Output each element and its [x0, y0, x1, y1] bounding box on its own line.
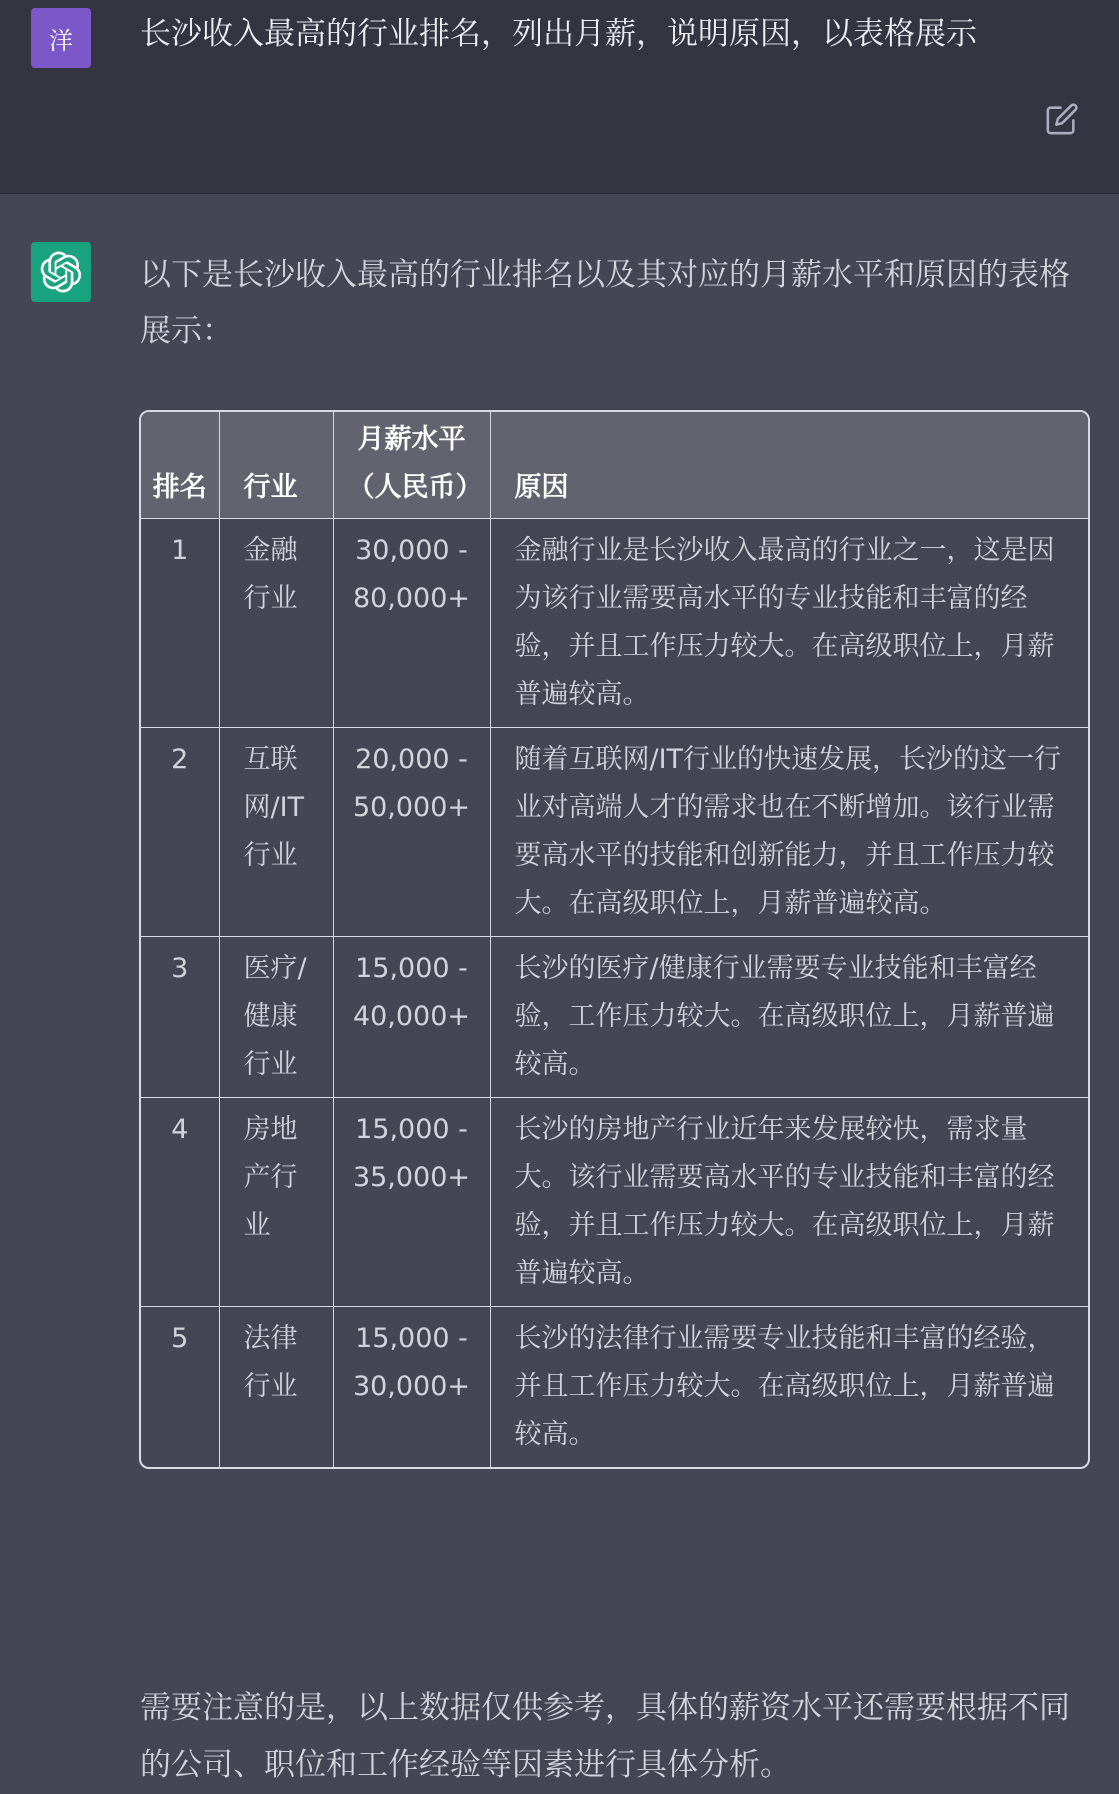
cell-salary: 30,000 - 80,000+: [333, 519, 490, 728]
table-row: [141, 728, 1088, 937]
assistant-intro-text: 以下是长沙收入最高的行业排名以及其对应的月薪水平和原因的表格展示：: [140, 257, 1070, 349]
user-message-text: 长沙收入最高的行业排名，列出月薪，说明原因，以表格展示: [140, 16, 977, 52]
salary-table: [139, 410, 1090, 1469]
header-salary: 月薪水平（人民币）: [333, 412, 490, 519]
cell-reason: 随着互联网/IT行业的快速发展，长沙的这一行业对高端人才的需求也在不断增加。该行业需要高水平的技能和创新能力，并且工作压力较大。在高级职位上，月薪普遍较高。: [490, 728, 1088, 937]
cell-rank: 1: [141, 519, 219, 728]
table-row: [141, 937, 1088, 1098]
cell-industry: 互联网/IT行业: [219, 728, 333, 937]
cell-salary: 15,000 - 30,000+: [333, 1307, 490, 1468]
edit-icon[interactable]: [1045, 102, 1079, 136]
header-rank: 排名: [141, 412, 219, 519]
table-row: [141, 1307, 1088, 1468]
assistant-avatar: [31, 242, 91, 302]
cell-industry: 房地产行业: [219, 1098, 333, 1307]
cell-rank: 2: [141, 728, 219, 937]
cell-salary: 15,000 - 35,000+: [333, 1098, 490, 1307]
table-row: [141, 519, 1088, 728]
cell-reason: 金融行业是长沙收入最高的行业之一，这是因为该行业需要高水平的专业技能和丰富的经验，并且工作压力较大。在高级职位上，月薪普遍较高。: [490, 519, 1088, 728]
cell-industry: 金融行业: [219, 519, 333, 728]
header-industry: 行业: [219, 412, 333, 519]
assistant-outro-text: 需要注意的是，以上数据仅供参考，具体的薪资水平还需要根据不同的公司、职位和工作经验等因素进行具体分析。: [140, 1690, 1070, 1783]
cell-reason: 长沙的医疗/健康行业需要专业技能和丰富经验，工作压力较大。在高级职位上，月薪普遍较高。: [490, 937, 1088, 1098]
user-avatar: 洋: [31, 8, 91, 68]
cell-rank: 4: [141, 1098, 219, 1307]
cell-rank: 3: [141, 937, 219, 1098]
cell-rank: 5: [141, 1307, 219, 1468]
cell-industry: 法律行业: [219, 1307, 333, 1468]
cell-salary: 20,000 - 50,000+: [333, 728, 490, 937]
table-row: [141, 1098, 1088, 1307]
cell-industry: 医疗/健康行业: [219, 937, 333, 1098]
user-message-block: [0, 0, 1119, 194]
cell-salary: 15,000 - 40,000+: [333, 937, 490, 1098]
cell-reason: 长沙的法律行业需要专业技能和丰富的经验，并且工作压力较大。在高级职位上，月薪普遍较高。: [490, 1307, 1088, 1468]
table-header-row: [141, 412, 1088, 519]
cell-reason: 长沙的房地产行业近年来发展较快，需求量大。该行业需要高水平的专业技能和丰富的经验，并且工作压力较大。在高级职位上，月薪普遍较高。: [490, 1098, 1088, 1307]
header-reason: 原因: [490, 412, 1088, 519]
openai-logo-icon: [40, 251, 82, 293]
